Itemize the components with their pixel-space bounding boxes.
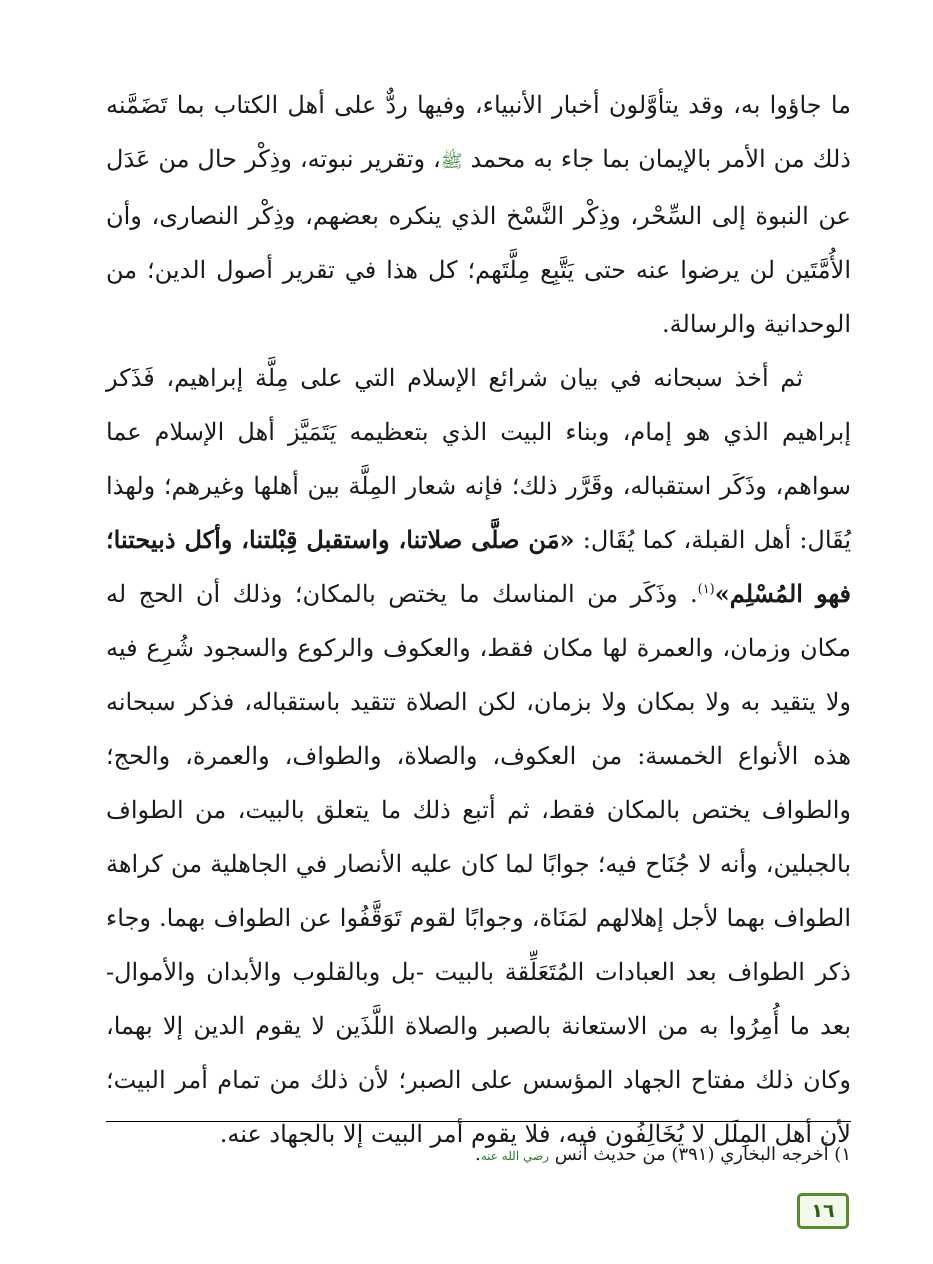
footnote-text-b: . bbox=[475, 1144, 481, 1165]
honorific-ra: رضي الله عنه bbox=[480, 1149, 549, 1163]
paragraph-2-text-a: ثم أخذ سبحانه في بيان شرائع الإسلام التي على مِلَّة إبراهيم، فَذَكر إبراهيم الذي هو إمام، وبناء البيت الذي بتعظيمه يَتَمَيَّز أهل الإسلام عما سواهم، وذَكَر استقباله، وقَرَّر ذلك؛ فإنه شعار المِلَّة بين أهلها وغيرهم؛ ولهذا يُقَال: أهل القبلة، كما يُقَال: bbox=[106, 364, 851, 554]
footnote-text-a: ١) أخرجه البخاري (٣٩١) من حديث أنس bbox=[548, 1144, 851, 1165]
page-body bbox=[106, 78, 851, 1161]
page-number: ١٦ bbox=[797, 1193, 849, 1229]
honorific-pbuh: ﷺ bbox=[440, 151, 463, 172]
footnote-reference[interactable]: (١) bbox=[697, 582, 715, 597]
paragraph-1-text-a: ما جاؤوا به، وقد يتأوَّلون أخبار الأنبياء، وفيها ردٌّ على أهل الكتاب بما تَضَمَّنه ذلك من الأمر بالإيمان بما جاء به محمد bbox=[106, 91, 851, 173]
paragraph-1 bbox=[106, 78, 851, 351]
footnote-divider bbox=[106, 1121, 851, 1122]
footnote bbox=[106, 1138, 851, 1173]
paragraph-2-text-b: . وذَكَر من المناسك ما يختص بالمكان؛ وذلك أن الحج له مكان وزمان، والعمرة لها مكان فقط، والعكوف والركوع والسجود شُرِع فيه ولا يتقيد به ولا بمكان ولا بزمان، لكن الصلاة تتقيد باستقباله، فذكر سبحانه هذه الأنواع الخمسة: من العكوف، والصلاة، والطواف، والعمرة، والحج؛ والطواف يختص بالمكان فقط، ثم أتبع ذلك ما يتعلق بالبيت، من الطواف بالجبلين، وأنه لا جُنَاح فيه؛ جوابًا لما كان عليه الأنصار في الجاهلية من كراهة الطواف بهما لأجل إهلالهم لمَنَاة، وجوابًا لقوم تَوَقَّفُوا عن الطواف بهما. وجاء ذكر الطواف بعد العبادات المُتَعَلِّقة بالبيت -بل وبالقلوب والأبدان والأموال- بعد ما أُمِرُوا به من الاستعانة بالصبر والصلاة اللَّذَين لا يقوم الدين إلا بهما، وكان ذلك مفتاح الجهاد المؤسس على الصبر؛ لأن ذلك من تمام أمر البيت؛ لأن أهل المِلَل لا يُخَالِفُون فيه، فلا يقوم أمر البيت إلا بالجهاد عنه. bbox=[106, 580, 852, 1148]
paragraph-2 bbox=[106, 351, 851, 1161]
paragraph-1-text-b: ، وتقرير نبوته، وذِكْر حال من عَدَل عن النبوة إلى السِّحْر، وذِكْر النَّسْخ الذي ينكره بعضهم، وذِكْر النصارى، وأن الأُمَّتَين لن يرضوا عنه حتى يَتَّبِع مِلَّتَهم؛ كل هذا في تقرير أصول الدين؛ من الوحدانية والرسالة. bbox=[106, 145, 851, 338]
hadith-quote: «مَن صلَّى صلاتنا، واستقبل قِبْلتنا، وأكل ذبيحتنا؛ فهو المُسْلِم» bbox=[106, 525, 851, 608]
